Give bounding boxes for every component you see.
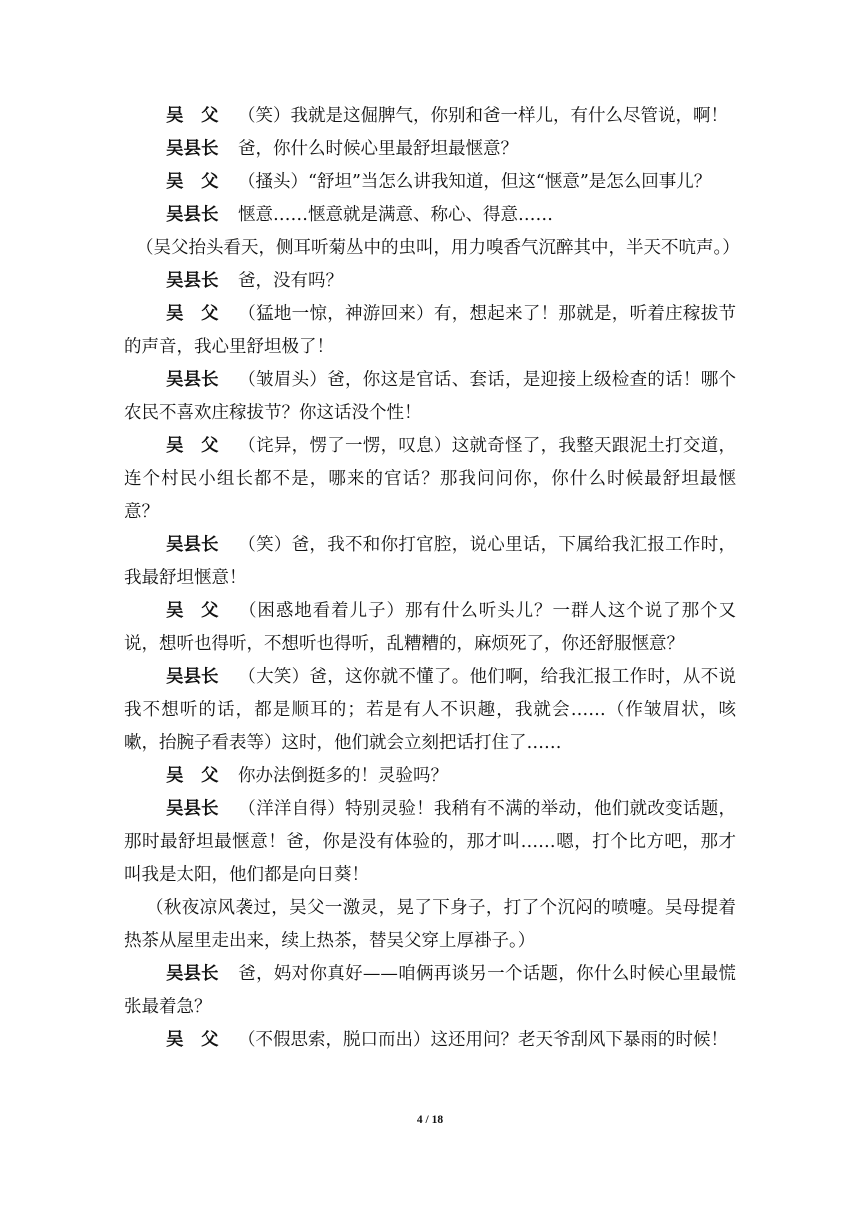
dialogue-line: [124, 430, 736, 529]
dialogue-text: （笑）爸，我不和你打官腔，说心里话，下属给我汇报工作时，我最舒坦惬意！: [124, 535, 736, 588]
dialogue-text: （猛地一惊，神游回来）有，想起来了！那就是，听着庄稼拔节的声音，我心里舒坦极了！: [124, 304, 736, 357]
dialogue-text: 爸，妈对你真好——咱俩再谈另一个话题，你什么时候心里最慌张最着急？: [124, 964, 736, 1017]
dialogue-text: （诧异，愣了一愣，叹息）这就奇怪了，我整天跟泥土打交道，连个村民小组长都不是，哪来的官话？那我问问你，你什么时候最舒坦最惬意？: [124, 436, 736, 522]
speaker-name: 吴县长: [166, 799, 219, 819]
speaker-name: 吴 父: [166, 766, 219, 786]
dialogue-text: （洋洋自得）特别灵验！我稍有不满的举动，他们就改变话题，那时最舒坦最惬意！爸，你是没有体验的，那才叫……嗯，打个比方吧，那才叫我是太阳，他们都是向日葵！: [124, 799, 736, 885]
dialogue-line: [124, 133, 736, 166]
dialogue-line: [124, 199, 736, 232]
dialogue-line: [124, 793, 736, 892]
dialogue-line: [124, 166, 736, 199]
speaker-name: 吴县长: [166, 139, 219, 159]
dialogue-line: [124, 958, 736, 1024]
dialogue-line: [124, 760, 736, 793]
dialogue-line: [124, 595, 736, 661]
dialogue-line: [124, 265, 736, 298]
stage-direction: （吴父抬头看天，侧耳听菊丛中的虫叫，用力嗅香气沉醉其中，半天不吭声。）: [136, 238, 740, 258]
dialogue-text: 爸，你什么时候心里最舒坦最惬意？: [238, 139, 518, 159]
dialogue-text: （皱眉头）爸，你这是官话、套话，是迎接上级检查的话！哪个农民不喜欢庄稼拔节？你这话没个性！: [124, 370, 736, 423]
speaker-name: 吴 父: [166, 436, 219, 456]
dialogue-text: 惬意……惬意就是满意、称心、得意……: [238, 205, 553, 225]
page-number: 4 / 18: [416, 1114, 444, 1126]
speaker-name: 吴县长: [166, 964, 219, 984]
speaker-name: 吴县长: [166, 535, 219, 555]
dialogue-line: [124, 100, 736, 133]
stage-direction: （秋夜凉风袭过，吴父一激灵，晃了下身子，打了个沉闷的喷嚏。吴母提着热茶从屋里走出来，续上热茶，替吴父穿上厚褂子。）: [124, 898, 736, 951]
dialogue-text: （困惑地看着儿子）那有什么听头儿？一群人这个说了那个又说，想听也得听，不想听也得听，乱糟糟的，麻烦死了，你还舒服惬意？: [124, 601, 736, 654]
speaker-name: 吴 父: [166, 304, 219, 324]
script-body: [124, 100, 740, 1057]
dialogue-line: [124, 661, 736, 760]
speaker-name: 吴 父: [166, 106, 219, 126]
dialogue-text: 爸，没有吗？: [238, 271, 343, 291]
speaker-name: 吴 父: [166, 601, 219, 621]
speaker-name: 吴县长: [166, 370, 219, 390]
dialogue-line: [124, 529, 736, 595]
dialogue-text: （不假思索，脱口而出）这还用问？老天爷刮风下暴雨的时候！: [238, 1030, 728, 1050]
speaker-name: 吴县长: [166, 667, 219, 687]
speaker-name: 吴县长: [166, 271, 219, 291]
dialogue-line: [124, 1024, 736, 1057]
dialogue-text: 你办法倒挺多的！灵验吗？: [238, 766, 448, 786]
speaker-name: 吴 父: [166, 172, 219, 192]
dialogue-text: （大笑）爸，这你就不懂了。他们啊，给我汇报工作时，从不说我不想听的话，都是顺耳的；若是有人不识趣，我就会……（作皱眉状，咳嗽，抬腕子看表等）这时，他们就会立刻把话打住了……: [124, 667, 736, 753]
dialogue-text: （笑）我就是这倔脾气，你别和爸一样儿，有什么尽管说，啊！: [238, 106, 728, 126]
speaker-name: 吴县长: [166, 205, 219, 225]
dialogue-line: [124, 364, 736, 430]
speaker-name: 吴 父: [166, 1030, 219, 1050]
dialogue-text: （搔头）“舒坦”当怎么讲我知道，但这“惬意”是怎么回事儿？: [238, 172, 712, 192]
dialogue-line: [124, 298, 736, 364]
